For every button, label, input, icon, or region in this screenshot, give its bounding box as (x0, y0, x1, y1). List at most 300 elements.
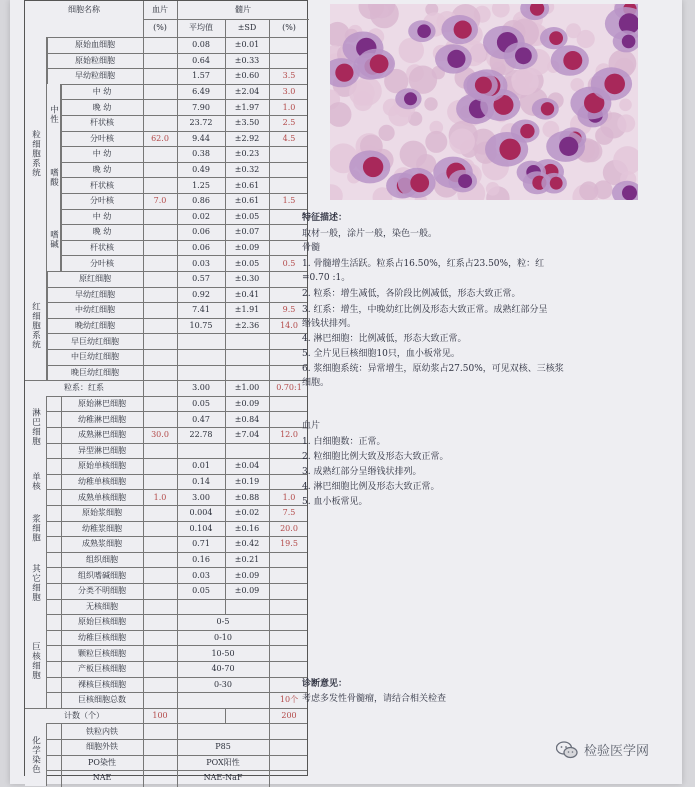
cell-mean: 0.49 (192, 165, 210, 175)
grid-line (269, 444, 270, 460)
grid-line (225, 272, 226, 288)
cell-sd: ±0.33 (234, 55, 260, 65)
grid-line (61, 771, 62, 787)
grid-line (143, 475, 144, 491)
grid-line (143, 38, 144, 54)
grid-line (177, 584, 178, 600)
grid-line (61, 132, 62, 148)
grid-line (47, 319, 48, 335)
cell-sd: ±0.09 (234, 243, 260, 253)
group-mono: 单核 (25, 458, 46, 505)
grid-line (225, 709, 226, 725)
cell-name: 杆状核 (90, 118, 114, 128)
grid-line (143, 428, 144, 444)
table-row (25, 692, 307, 708)
cell-name: 颗粒巨核细胞 (78, 648, 126, 658)
grid-line (177, 709, 178, 725)
red-blood-cell (379, 125, 395, 141)
cell-blood-pct (143, 225, 177, 240)
cell-marrow-pct: 3.5 (282, 71, 296, 81)
cell-nucleus (475, 77, 492, 94)
blood-line-2: 3. 成熟红部分呈缗钱状排列。 (302, 467, 422, 477)
grid-line (225, 459, 226, 475)
table-row (25, 723, 307, 739)
grid-line (143, 132, 144, 148)
grid-line (177, 241, 178, 257)
grid-line (143, 100, 144, 116)
grid-line (143, 506, 144, 522)
cell-nucleus (499, 139, 520, 160)
grid-line (143, 756, 144, 772)
grid-line (177, 615, 178, 631)
cell-mean: 0.06 (192, 227, 210, 237)
grid-line (269, 163, 270, 179)
grid-line (225, 163, 226, 179)
grid-line (225, 256, 226, 272)
cell-blood-pct (143, 522, 177, 537)
grid-line (143, 490, 144, 506)
grid-line (46, 458, 47, 505)
cell-nucleus (604, 74, 625, 95)
grid-line (269, 740, 270, 756)
cell-name: 杆状核 (90, 243, 114, 253)
red-blood-cell (492, 4, 510, 18)
group-other: 其它细胞 (25, 552, 46, 614)
cell-name: 原始浆细胞 (82, 508, 122, 518)
group-plasma: 浆细胞 (25, 505, 46, 552)
cell-blood-pct (143, 178, 177, 193)
cell-mean: 0.47 (192, 414, 210, 424)
cell-range (177, 724, 269, 739)
cell-blood-pct (143, 319, 177, 334)
cell-name: 中幼红细胞 (75, 305, 115, 315)
grid-line (177, 38, 178, 54)
grid-line (61, 178, 62, 194)
cell-marrow-pct (269, 553, 309, 568)
red-blood-cell (330, 102, 352, 127)
grid-line (225, 194, 226, 210)
grid-line (143, 334, 144, 350)
cell-sd: ±0.07 (234, 227, 260, 237)
cell-blood-pct (143, 475, 177, 490)
grid-line (225, 568, 226, 584)
grid-line (269, 631, 270, 647)
grid-line (269, 210, 270, 226)
cell-mean: 6.49 (192, 87, 210, 97)
cell-name: 晚 幼 (92, 227, 112, 237)
features-line: 取材一般，涂片一般，染色一般。 (302, 229, 438, 239)
table-row (25, 770, 307, 786)
table-header (25, 1, 307, 37)
table-row (25, 583, 307, 599)
grid-line (61, 397, 62, 413)
grid-line (143, 194, 144, 210)
diagnosis-title: 诊断意见： (302, 679, 348, 689)
grid-line (143, 709, 144, 725)
grid-line (177, 178, 178, 194)
grid-line (177, 678, 178, 694)
grid-line (177, 225, 178, 241)
grid-line (61, 194, 62, 210)
cell-range: NAE-NaF (203, 773, 243, 783)
grid-line (143, 397, 144, 413)
grid-line (269, 241, 270, 257)
grid-line (225, 381, 226, 397)
cell-sd: ±1.97 (234, 102, 260, 112)
grid-line (177, 272, 178, 288)
cell-marrow-pct: 2.5 (282, 118, 296, 128)
grid-line (143, 69, 144, 85)
cell-blood-pct (143, 381, 177, 396)
grid-line (47, 350, 48, 366)
table-row (25, 380, 307, 396)
grid-line (143, 740, 144, 756)
cell-range (177, 693, 269, 708)
report-sheet (10, 0, 682, 784)
cell-mean (177, 709, 225, 724)
grid-line (269, 475, 270, 491)
grid-line (269, 646, 270, 662)
marrow-smear-image (330, 4, 638, 200)
grid-line (143, 272, 144, 288)
table-row (25, 458, 307, 474)
cell-mean: 0.004 (189, 508, 213, 518)
red-blood-cell (449, 129, 475, 155)
cell-marrow-pct: 200 (281, 711, 297, 721)
grid-line (46, 37, 47, 271)
cell-marrow-pct: 1.0 (282, 102, 296, 112)
grid-line (61, 428, 62, 444)
grid-line (61, 459, 62, 475)
cell-name: 杆状核 (90, 180, 114, 190)
cell-marrow-pct (269, 147, 309, 162)
grid-line (225, 225, 226, 241)
grid-line (143, 85, 144, 101)
cell-mean: 1.57 (192, 71, 210, 81)
header-mean: 平均值 (189, 23, 213, 32)
grid-line (143, 631, 144, 647)
cell-name: 成熟单核细胞 (78, 492, 126, 502)
cell-mean: 0.38 (192, 149, 210, 159)
marrow-title: 骨髓 (302, 243, 321, 253)
cell-range: 40-70 (211, 664, 235, 674)
cell-mean: 9.44 (192, 133, 210, 143)
cell-blood-pct (143, 210, 177, 225)
cell-blood-pct (143, 85, 177, 100)
grid-line (46, 614, 47, 708)
grid-line (177, 256, 178, 272)
cell-nucleus (335, 64, 353, 82)
cell-range: 0-5 (216, 617, 230, 627)
group-chem: 化学染色 (25, 723, 46, 785)
cell-mean: 0.05 (192, 586, 210, 596)
cell-sd: ±0.09 (234, 399, 260, 409)
table-row (25, 84, 307, 100)
cell-sd: ±0.30 (234, 274, 260, 284)
cell-marrow-pct: 10个 (279, 695, 299, 705)
grid-line (143, 537, 144, 553)
cell-mean: 10.75 (189, 321, 213, 331)
grid-line (61, 678, 62, 694)
grid-line (225, 54, 226, 70)
grid-line (61, 756, 62, 772)
grid-line (47, 54, 48, 70)
grid-line (269, 506, 270, 522)
grid-line (177, 381, 178, 397)
grid-line (143, 522, 144, 538)
table-row (25, 302, 307, 318)
grid-line (47, 69, 48, 85)
cell-range: 0-10 (214, 633, 232, 643)
marrow-line-4: 缗钱状排列。 (302, 319, 357, 329)
grid-line (269, 662, 270, 678)
grid-line (177, 506, 178, 522)
cell-blood-pct (143, 584, 177, 599)
grid-line (225, 147, 226, 163)
table-row (25, 599, 307, 615)
features-title: 特征描述： (302, 213, 348, 223)
grid-line (225, 38, 226, 54)
cell-sd (225, 444, 269, 459)
cell-range: POX阳性 (206, 757, 240, 767)
grid-line (225, 241, 226, 257)
grid-line (61, 662, 62, 678)
cell-sd: ±0.05 (234, 211, 260, 221)
grid-line (143, 163, 144, 179)
cell-name: 晚 幼 (92, 165, 112, 175)
cell-range: 10-50 (211, 648, 235, 658)
cell-sd: ±0.84 (234, 414, 260, 424)
grid-line (61, 568, 62, 584)
grid-line (225, 397, 226, 413)
header-blood: 血片 (152, 5, 168, 14)
cell-blood-pct (143, 100, 177, 115)
grid-line (269, 724, 270, 740)
grid-line (269, 116, 270, 132)
grid-line (269, 771, 270, 787)
blood-title: 血片 (302, 421, 321, 431)
grid-line (61, 740, 62, 756)
cell-blood-pct (143, 256, 177, 271)
cell-blood-pct (143, 366, 177, 381)
cell-nucleus (447, 50, 465, 68)
cell-range: P85 (215, 742, 231, 752)
cell-name: 产板巨核细胞 (78, 664, 126, 674)
grid-line (225, 288, 226, 304)
cell-name: 分类不明细胞 (78, 586, 126, 596)
table-row (25, 99, 307, 115)
grid-line (177, 428, 178, 444)
cell-sd: ±1.91 (234, 305, 260, 315)
cell-sd: ±0.04 (234, 461, 260, 471)
table-row (25, 37, 307, 53)
marrow-line-3: 3. 红系：增生，中晚幼红比例及形态大致正常。成熟红部分呈 (302, 305, 548, 315)
table-row (25, 255, 307, 271)
cell-mean: 0.86 (192, 196, 210, 206)
group-baso: 嗜碱 (47, 209, 60, 271)
cell-sd: ±2.36 (234, 321, 260, 331)
grid-line (143, 366, 144, 382)
grid-line (61, 693, 62, 709)
grid-line (61, 724, 62, 740)
marrow-line-6: 5. 全片见巨核细胞10只，血小板常见。 (302, 349, 460, 359)
grid-line (269, 225, 270, 241)
cell-name: 分叶核 (90, 133, 114, 143)
grid-line (177, 771, 178, 787)
cell-mean: 7.90 (192, 102, 210, 112)
grid-line (177, 662, 178, 678)
grid-line (177, 303, 178, 319)
cell-nucleus (515, 47, 532, 64)
table-row (25, 209, 307, 225)
cell-sd: ±0.01 (234, 40, 260, 50)
cell-marrow-pct: 1.5 (282, 196, 296, 206)
cell-blood-pct (143, 600, 177, 615)
grid-line (269, 709, 270, 725)
grid-line (177, 319, 178, 335)
grid-line (225, 412, 226, 428)
grid-line (225, 132, 226, 148)
grid-line (269, 756, 270, 772)
table-row (25, 521, 307, 537)
cell-marrow-pct: 0.5 (282, 258, 296, 268)
table-row (25, 53, 307, 69)
grid-line (269, 522, 270, 538)
cell-name: 无核细胞 (86, 601, 118, 611)
grid-line (61, 85, 62, 101)
cell-mean (177, 366, 225, 381)
marrow-line-0: 1. 骨髓增生活跃。粒系占16.50%，红系占23.50%，粒：红 (302, 259, 545, 269)
grid-line (143, 147, 144, 163)
cell-mean: 0.92 (192, 289, 210, 299)
cell-name: 中 幼 (92, 149, 112, 159)
grid-line (225, 319, 226, 335)
cell-sd (225, 600, 269, 615)
table-row (25, 489, 307, 505)
watermark-text: 检验医学网 (584, 744, 650, 759)
cell-name: NAE (92, 773, 112, 783)
grid-line (269, 69, 270, 85)
table-row (25, 224, 307, 240)
grid-line (177, 553, 178, 569)
cell-sd (225, 366, 269, 381)
cell-blood-pct (143, 54, 177, 69)
cell-marrow-pct: 3.0 (282, 87, 296, 97)
marrow-line-1: =0.70 :1。 (302, 273, 351, 283)
grid-line (46, 723, 47, 785)
grid-line (269, 553, 270, 569)
cell-mean: 0.06 (192, 243, 210, 253)
cell-mean (177, 334, 225, 349)
grid-line (269, 412, 270, 428)
grid-line (269, 85, 270, 101)
cell-blood-pct (143, 537, 177, 552)
grid-line (61, 412, 62, 428)
grid-line (177, 350, 178, 366)
grid-line (143, 319, 144, 335)
grid-line (46, 271, 47, 380)
grid-line (177, 756, 178, 772)
grid-line (61, 490, 62, 506)
cell-name: 晚幼红细胞 (75, 321, 115, 331)
cell-blood-pct (143, 241, 177, 256)
grid-line (177, 631, 178, 647)
grid-line (177, 163, 178, 179)
cell-blood-pct (143, 334, 177, 349)
cell-marrow-pct (269, 38, 309, 53)
grid-line (269, 350, 270, 366)
cell-name: 粒系：红系 (64, 383, 104, 393)
grid-line (61, 147, 62, 163)
grid-line (225, 600, 226, 616)
grid-line (225, 537, 226, 553)
grid-line (269, 272, 270, 288)
cell-blood-pct (143, 568, 177, 583)
grid-line (177, 288, 178, 304)
grid-line (177, 397, 178, 413)
cell-nucleus (549, 31, 563, 45)
grid-line (177, 537, 178, 553)
grid-line (269, 319, 270, 335)
grid-line (47, 272, 48, 288)
diagnosis-text: 考虑多发性骨髓瘤，请结合相关检查 (302, 694, 447, 704)
grid-line (225, 444, 226, 460)
grid-line (61, 506, 62, 522)
cell-marrow-pct (269, 584, 309, 599)
grid-line (177, 69, 178, 85)
cell-marrow-pct: 14.0 (280, 321, 298, 331)
table-row (25, 146, 307, 162)
blood-line-1: 2. 粒细胞比例大致及形态大致正常。 (302, 452, 449, 462)
grid-line (225, 303, 226, 319)
table-row (25, 505, 307, 521)
cell-blood-pct (143, 350, 177, 365)
cell-name: 铁粒内铁 (86, 726, 118, 736)
cell-blood-pct: 7.0 (153, 196, 167, 206)
grid-line (269, 600, 270, 616)
cell-name: 早巨幼红细胞 (71, 336, 119, 346)
cell-name: 早幼粒细胞 (75, 71, 115, 81)
table-row (25, 411, 307, 427)
grid-line (60, 84, 61, 146)
grid-line (61, 163, 62, 179)
cell-name: 原始粒细胞 (75, 55, 115, 65)
cell-marrow-pct: 9.5 (282, 305, 296, 315)
cell-nucleus (363, 157, 383, 177)
cell-name: 原始血细胞 (75, 40, 115, 50)
cell-name: 成熟浆细胞 (82, 539, 122, 549)
cell-sd: ±0.05 (234, 258, 260, 268)
cell-nucleus (563, 51, 582, 70)
cell-mean: 0.03 (192, 258, 210, 268)
grid-line (143, 256, 144, 272)
cell-marrow-pct: 4.5 (282, 133, 296, 143)
grid-line (61, 210, 62, 226)
grid-line (61, 584, 62, 600)
grid-line (47, 38, 48, 54)
cell-marrow-pct: 1.0 (282, 492, 296, 502)
grid-line (225, 85, 226, 101)
cell-nucleus (404, 92, 417, 105)
grid-line (61, 475, 62, 491)
grid-line (225, 350, 226, 366)
grid-line (60, 209, 61, 271)
grid-line (177, 54, 178, 70)
cell-name: 中 幼 (92, 87, 112, 97)
cell-sd (225, 709, 269, 724)
table-row (25, 536, 307, 552)
cell-name: 原始单核细胞 (78, 461, 126, 471)
